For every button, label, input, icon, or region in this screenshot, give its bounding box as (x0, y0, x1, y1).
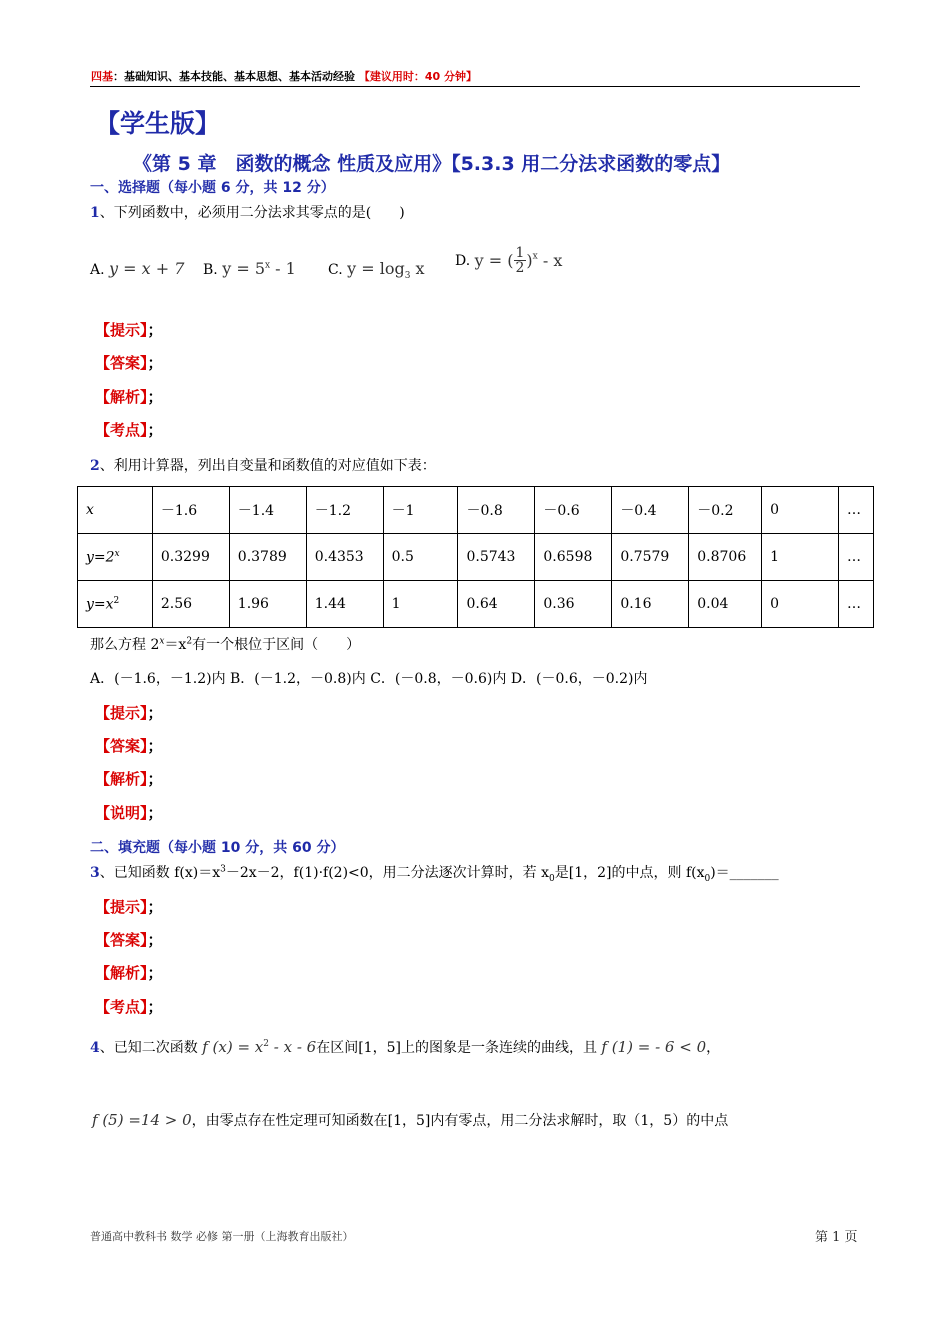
section-2-heading: 二、填充题（每小题 10 分，共 60 分） (90, 840, 345, 856)
q1-point-tag: 【考点】； (95, 421, 163, 439)
table-cell: 0.7579 (612, 534, 689, 581)
question-4-line-2: f (5) =14 > 0，由零点存在性定理可知函数在[1，5]内有零点，用二分法求解时，取（1，5）的中点 (92, 1111, 729, 1129)
q2-analysis-tag: 【解析】； (95, 770, 163, 788)
option-a-math: y = x + 7 (109, 259, 185, 278)
q2-hint-tag: 【提示】； (95, 704, 163, 722)
table-cell: －0.4 (612, 487, 689, 534)
value-table (77, 486, 874, 628)
table-cell: $y=x^2$ (78, 581, 153, 628)
table-cell: … (839, 534, 874, 581)
table-cell: 0.6598 (535, 534, 612, 581)
option-d-label: D. (455, 253, 471, 269)
question-2-prompt: 那么方程 $2^x=x^2$有一个根位于区间（ ） (90, 636, 361, 653)
question-4-line-1: 4、已知二次函数 f $(x) = x^2 - x - 6$在区间[1，5]上的图象是一条连续的曲线，且 f (1) = - 6 < 0， (90, 1038, 721, 1056)
header-desc: ：基础知识、基本技能、基本思想、基本活动经验 (113, 70, 355, 83)
table-cell: $y=2^x$ (78, 534, 153, 581)
question-1-text: 、下列函数中，必须用二分法求其零点的是( ) (99, 205, 405, 221)
q1-answer-tag: 【答案】； (95, 354, 163, 372)
header-line (91, 68, 477, 84)
option-c-label: C. (328, 262, 343, 278)
question-3: 3、已知函数 $f(x)=x^3-2x-2$，f(1)·f(2)<0，用二分法逐次计算时，若 $x_0$是[1，2]的中点，则 $f(x_0)=\_\_\_\_\_\_\_$ (90, 864, 779, 884)
q3-point-tag: 【考点】； (95, 998, 163, 1016)
header-tag: 四基 (91, 70, 113, 83)
table-cell: 0.64 (458, 581, 535, 628)
question-1 (90, 202, 405, 222)
table-row (78, 487, 874, 534)
q1-analysis-tag: 【解析】； (95, 388, 163, 406)
table-cell: －0.2 (689, 487, 762, 534)
section-1-heading: 一、选择题（每小题 6 分，共 12 分） (90, 180, 335, 196)
table-cell: －1.2 (306, 487, 383, 534)
table-cell: －1.6 (152, 487, 229, 534)
header-rule (90, 86, 860, 87)
question-2-text: 、利用计算器，列出自变量和函数值的对应值如下表： (99, 458, 436, 474)
table-cell: －0.6 (535, 487, 612, 534)
table-cell: －1 (383, 487, 458, 534)
footer-book-title: 普通高中教科书 数学 必修 第一册（上海教育出版社） (90, 1230, 354, 1243)
table-cell: 0.5 (383, 534, 458, 581)
table-cell: 0.3789 (229, 534, 306, 581)
table-row (78, 581, 874, 628)
question-1-number: 1 (90, 205, 100, 221)
header-time: 【建议用时：40 分钟】 (358, 70, 477, 83)
table-cell: 0.4353 (306, 534, 383, 581)
table-cell: x (78, 487, 153, 534)
student-version-label: 【学生版】 (95, 109, 221, 138)
option-b-label: B. (203, 262, 218, 278)
option-d-math: y = ( $\frac{1}{2}$ )$^x$ - x (474, 245, 563, 276)
table-cell: 1.96 (229, 581, 306, 628)
table-cell: 0 (762, 487, 839, 534)
question-1-option-a (90, 259, 184, 278)
table-cell: 0.5743 (458, 534, 535, 581)
q2-answer-tag: 【答案】； (95, 737, 163, 755)
table-cell: 0.8706 (689, 534, 762, 581)
question-2-number: 2 (90, 458, 100, 474)
q3-analysis-tag: 【解析】； (95, 964, 163, 982)
table-cell: －1.4 (229, 487, 306, 534)
table-cell: 0.16 (612, 581, 689, 628)
q2-explain-tag: 【说明】； (95, 804, 163, 822)
table-cell: 1.44 (306, 581, 383, 628)
option-c-math: $y = \log_3 x$ (347, 259, 425, 282)
table-cell: 1 (762, 534, 839, 581)
table-cell: 0.3299 (152, 534, 229, 581)
option-a-label: A. (90, 262, 105, 278)
footer-page-number: 第 1 页 (815, 1230, 858, 1245)
question-1-option-d (455, 246, 562, 275)
table-cell: … (839, 487, 874, 534)
table-cell: 2.56 (152, 581, 229, 628)
question-1-option-b (203, 259, 296, 278)
question-1-option-c (328, 259, 425, 281)
table-cell: 0.36 (535, 581, 612, 628)
q3-hint-tag: 【提示】； (95, 898, 163, 916)
question-2 (90, 455, 436, 475)
table-cell: 0 (762, 581, 839, 628)
table-row (78, 534, 874, 581)
table-cell: … (839, 581, 874, 628)
chapter-title: 《第 5 章 函数的概念 性质及应用》【5.3.3 用二分法求函数的零点】 (133, 153, 731, 175)
table-cell: －0.8 (458, 487, 535, 534)
table-cell: 1 (383, 581, 458, 628)
q3-answer-tag: 【答案】； (95, 931, 163, 949)
question-2-options: A．(－1.6，－1.2)内 B．(－1.2，－0.8)内 C．(－0.8，－0.6)内 D．(－0.6，－0.2)内 (90, 671, 648, 687)
table-cell: 0.04 (689, 581, 762, 628)
q1-hint-tag: 【提示】； (95, 321, 163, 339)
option-b-math: $y = 5^x - 1$ (222, 259, 296, 278)
